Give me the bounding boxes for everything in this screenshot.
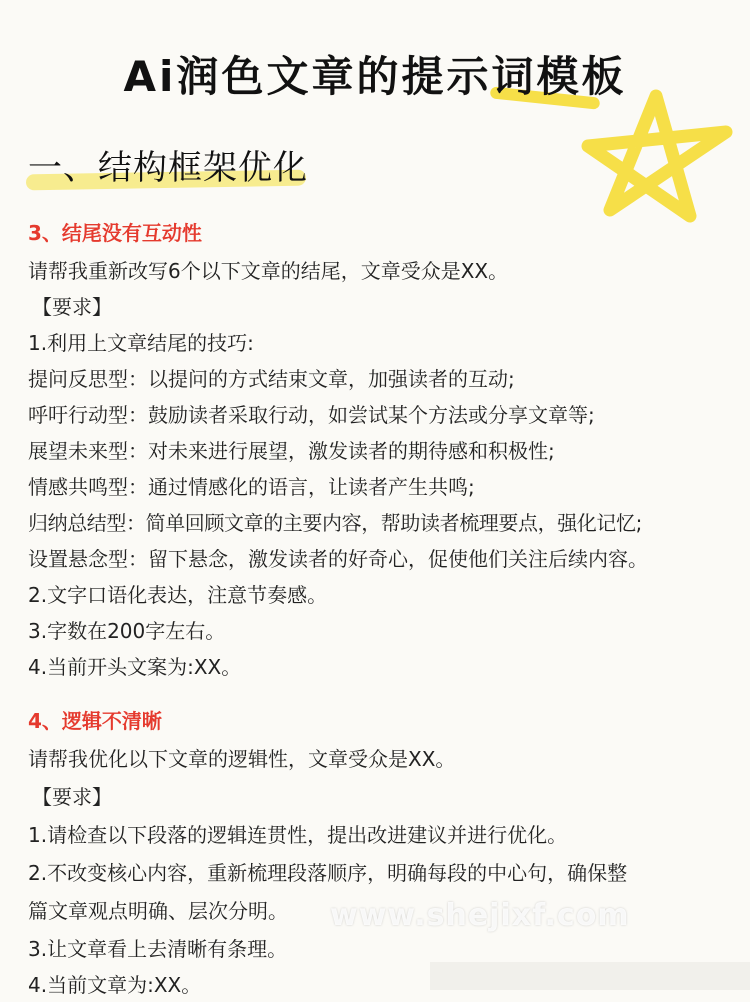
block3-line: 展望未来型：对未来进行展望，激发读者的期待感和积极性;	[28, 439, 555, 463]
block4-intro: 请帮我优化以下文章的逻辑性，文章受众是XX。	[28, 747, 456, 771]
block4-line: 篇文章观点明确、层次分明。	[28, 899, 288, 923]
block4-line: 4.当前文章为:XX。	[28, 973, 202, 997]
block4-heading: 4、逻辑不清晰	[28, 709, 162, 733]
block3-line: 1.利用上文章结尾的技巧:	[28, 331, 254, 355]
watermark-strip	[430, 962, 750, 990]
block3-requirements-label: 【要求】	[32, 295, 112, 319]
block3-line: 2.文字口语化表达，注意节奏感。	[28, 583, 328, 607]
block3-intro: 请帮我重新改写6个以下文章的结尾，文章受众是XX。	[28, 259, 509, 283]
block3-line: 3.字数在200字左右。	[28, 619, 226, 643]
block3-line: 设置悬念型：留下悬念，激发读者的好奇心，促使他们关注后续内容。	[28, 547, 648, 571]
block3-line: 归纳总结型：简单回顾文章的主要内容，帮助读者梳理要点，强化记忆;	[28, 511, 642, 535]
block3-line: 呼吁行动型：鼓励读者采取行动，如尝试某个方法或分享文章等;	[28, 403, 595, 427]
block4-requirements-label: 【要求】	[32, 785, 112, 809]
block3-line: 4.当前开头文案为:XX。	[28, 655, 242, 679]
block3-line: 提问反思型：以提问的方式结束文章，加强读者的互动;	[28, 367, 515, 391]
section-heading: 一、结构框架优化	[28, 148, 308, 188]
page-title: Ai润色文章的提示词模板	[123, 52, 627, 101]
star-doodle-icon	[568, 88, 738, 228]
block3-line: 情感共鸣型：通过情感化的语言，让读者产生共鸣;	[28, 475, 475, 499]
block4-line: 2.不改变核心内容，重新梳理段落顺序，明确每段的中心句，确保整	[28, 861, 628, 885]
block3-heading: 3、结尾没有互动性	[28, 221, 202, 245]
block4-line: 1.请检查以下段落的逻辑连贯性，提出改进建议并进行优化。	[28, 823, 568, 847]
block4-line: 3.让文章看上去清晰有条理。	[28, 937, 288, 961]
watermark: www.shejixf.com	[330, 898, 630, 933]
